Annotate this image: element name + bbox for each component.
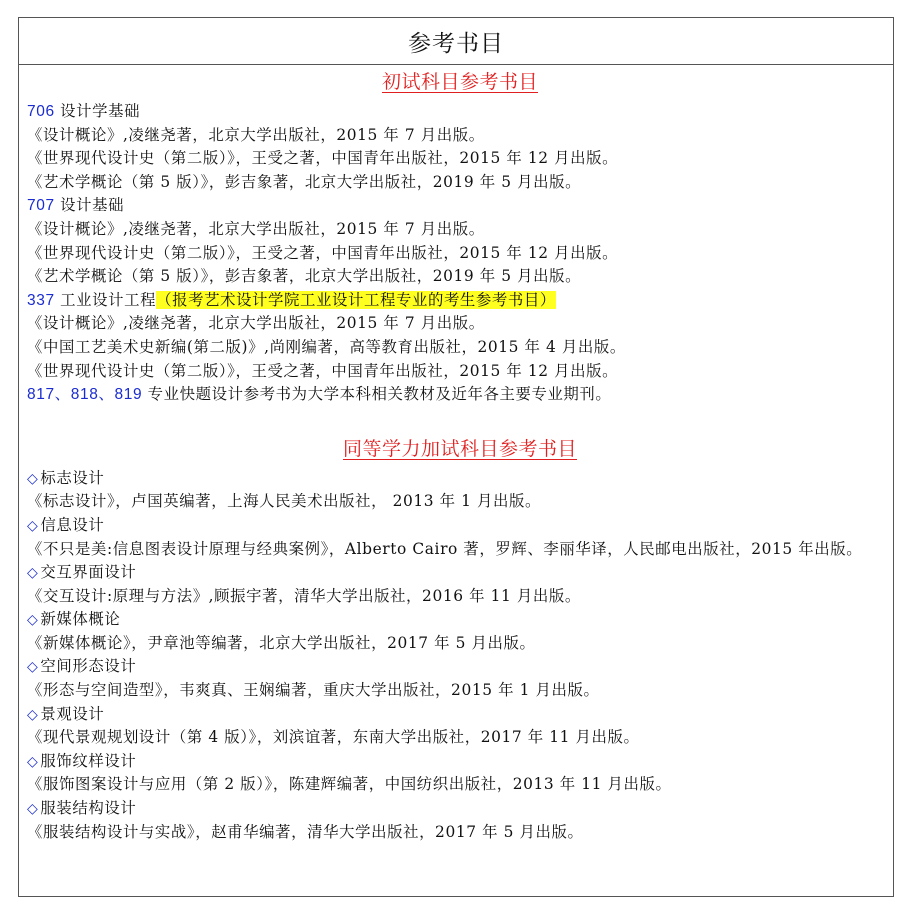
topic-name: 信息设计 (40, 515, 105, 534)
subject-name: 工业设计工程 (54, 290, 157, 309)
subject-line (27, 100, 893, 124)
book-entry: 《设计概论》,凌继尧著，北京大学出版社，2015 年 7 月出版。 (27, 314, 485, 333)
book-entry: 《服饰图案设计与应用（第 2 版）》，陈建辉编著，中国纺织出版社，2013 年 11 月出版。 (27, 775, 672, 794)
special-subject-text: 专业快题设计参考书为大学本科相关教材及近年各主要专业期刊。 (142, 385, 612, 404)
topic-name: 标志设计 (40, 468, 105, 487)
topic-line (27, 655, 893, 679)
topic-name: 交互界面设计 (40, 563, 137, 582)
book-entry: 《设计概论》,凌继尧著，北京大学出版社，2015 年 7 月出版。 (27, 219, 485, 238)
section-heading-initial-exam: 初试科目参考书目 (381, 71, 538, 93)
subject-codes: 817、818、819 (27, 386, 143, 404)
topic-name: 服装结构设计 (40, 799, 137, 818)
subject-line (27, 194, 893, 218)
page-title: 参考书目 (408, 30, 504, 57)
topic-line (27, 561, 893, 585)
book-entry: 《艺术学概论（第 5 版）》，彭吉象著，北京大学出版社，2019 年 5 月出版。 (27, 267, 582, 286)
book-entry: 《不只是美:信息图表设计原理与经典案例》，Alberto Cairo 著，罗辉、李丽华译，人民邮电出版社，2015 年出版。 (27, 539, 863, 558)
diamond-icon: ◇ (27, 659, 39, 676)
diamond-icon: ◇ (27, 753, 39, 770)
diamond-icon: ◇ (27, 706, 39, 723)
book-entry: 《交互设计:原理与方法》,顾振宇著，清华大学出版社，2016 年 11 月出版。 (27, 586, 581, 605)
book-entry: 《世界现代设计史（第二版）》，王受之著，中国青年出版社，2015 年 12 月出版。 (27, 149, 619, 168)
book-entry: 《世界现代设计史（第二版）》，王受之著，中国青年出版社，2015 年 12 月出版。 (27, 361, 619, 380)
book-entry: 《艺术学概论（第 5 版）》，彭吉象著，北京大学出版社，2019 年 5 月出版。 (27, 172, 582, 191)
topic-line (27, 608, 893, 632)
document-content (19, 65, 893, 844)
book-entry: 《现代景观规划设计（第 4 版）》，刘滨谊著，东南大学出版社，2017 年 11 月出版。 (27, 728, 640, 747)
diamond-icon: ◇ (27, 470, 39, 487)
title-bar (19, 18, 893, 65)
subject-code: 337 (27, 291, 55, 309)
topic-line (27, 514, 893, 538)
topic-name: 新媒体概论 (40, 610, 121, 629)
document-frame (18, 17, 894, 897)
book-entry: 《标志设计》，卢国英编著，上海人民美术出版社， 2013 年 1 月出版。 (27, 492, 541, 511)
diamond-icon: ◇ (27, 801, 39, 818)
topic-name: 景观设计 (40, 704, 105, 723)
topic-line (27, 797, 893, 821)
highlighted-note: （报考艺术设计学院工业设计工程专业的考生参考书目） (156, 290, 556, 309)
subject-code: 707 (27, 197, 55, 215)
topic-line (27, 467, 893, 491)
topic-name: 空间形态设计 (40, 657, 137, 676)
special-subject-line (27, 383, 893, 407)
topic-name: 服饰纹样设计 (40, 751, 137, 770)
book-entry: 《世界现代设计史（第二版）》，王受之著，中国青年出版社，2015 年 12 月出版。 (27, 243, 619, 262)
book-entry: 《形态与空间造型》，韦爽真、王娴编著，重庆大学出版社，2015 年 1 月出版。 (27, 681, 600, 700)
subject-code: 706 (27, 103, 55, 120)
book-entry: 《服装结构设计与实战》，赵甫华编著，清华大学出版社，2017 年 5 月出版。 (27, 822, 584, 841)
diamond-icon: ◇ (27, 517, 39, 534)
topic-line (27, 750, 893, 774)
book-entry: 《新媒体概论》，尹章池等编著，北京大学出版社，2017 年 5 月出版。 (27, 633, 536, 652)
subject-line (27, 289, 893, 313)
diamond-icon: ◇ (27, 612, 39, 629)
section-heading-equivalent-exam: 同等学力加试科目参考书目 (342, 437, 577, 460)
subject-name: 设计学基础 (54, 102, 141, 120)
book-entry: 《设计概论》,凌继尧著，北京大学出版社，2015 年 7 月出版。 (27, 125, 485, 144)
diamond-icon: ◇ (27, 565, 39, 582)
topic-line (27, 703, 893, 727)
subject-name: 设计基础 (54, 196, 125, 215)
book-entry: 《中国工艺美术史新编(第二版)》,尚刚编著，高等教育出版社，2015 年 4 月出版。 (27, 337, 626, 356)
